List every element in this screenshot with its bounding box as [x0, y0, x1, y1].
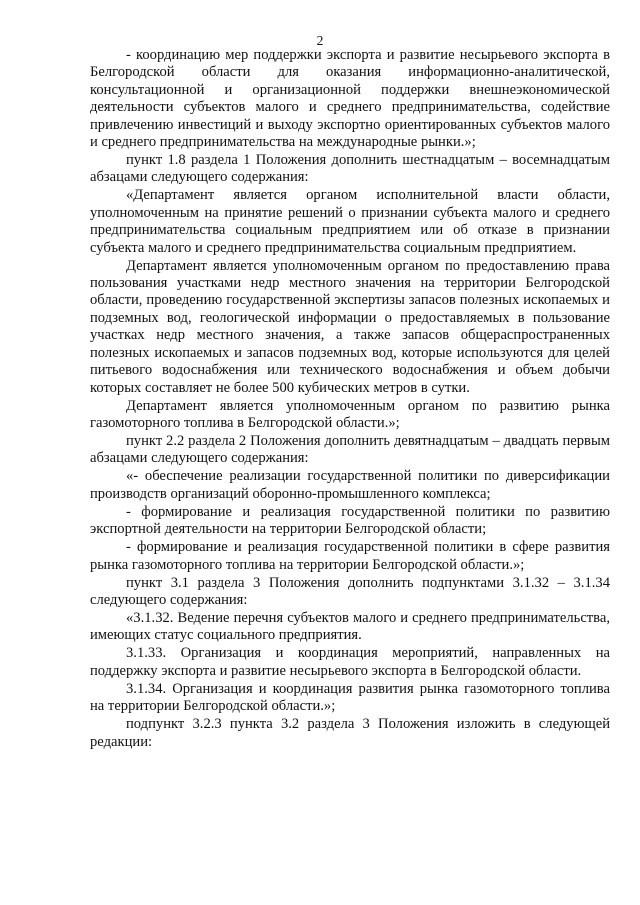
- paragraph: 3.1.33. Организация и координация мероприятий, направленных на поддержку экспорта и развитие несырьевого экспорта в Белгородской области.: [90, 645, 610, 679]
- page-number: 2: [316, 33, 324, 48]
- paragraph: пункт 1.8 раздела 1 Положения дополнить шестнадцатым – восемнадцатым абзацами следующего содержания:: [90, 152, 610, 186]
- paragraph: - формирование и реализация государственной политики в сфере развития рынка газомоторного топлива на территории Белгородской области.»;: [90, 539, 610, 573]
- paragraph: - формирование и реализация государственной политики по развитию экспортной деятельности на территории Белгородской области;: [90, 503, 610, 538]
- paragraph: подпункт 3.2.3 пункта 3.2 раздела 3 Положения изложить в следующей редакции:: [90, 716, 610, 750]
- paragraph: «3.1.32. Ведение перечня субъектов малого и среднего предпринимательства, имеющих статус социального предприятия.: [90, 609, 610, 644]
- paragraph: «- обеспечение реализации государственной политики по диверсификации производств организаций оборонно-промышленного комплекса;: [90, 468, 610, 502]
- paragraph: пункт 2.2 раздела 2 Положения дополнить девятнадцатым – двадцать первым абзацами следующего содержания:: [90, 432, 610, 467]
- paragraph: 3.1.34. Организация и координация развития рынка газомоторного топлива на территории Белгородской области.»;: [90, 680, 610, 715]
- paragraph: Департамент является уполномоченным органом по развитию рынка газомоторного топлива в Белгородской области.»;: [90, 397, 610, 431]
- paragraph: - координацию мер поддержки экспорта и развитие несырьевого экспорта в Белгородской области для оказания информационно-аналитической, консультационной и организационной поддержки внешнеэкономической деятельности субъектов малого и среднего предпринимательства, содействие привлечению инвестиций и выходу экспортно ориентированных субъектов малого и среднего предпринимательства на международные рынки.»;: [90, 47, 610, 151]
- paragraph: «Департамент является органом исполнительной власти области, уполномоченным на принятие решений о признании субъекта малого и среднего предпринимательства социальным предприятием или об отказе в признании субъекта малого и среднего предпринимательства социальным предприятием.: [90, 187, 610, 256]
- paragraph: Департамент является уполномоченным органом по предоставлению права пользования участками недр местного значения на территории Белгородской области, проведению государственной экспертизы запасов полезных ископаемых и подземных вод, геологической информации о предоставляемых в пользование участках недр местного значения, а также запасов общераспространенных полезных ископаемых и запасов подземных вод, которые используются для целей питьевого водоснабжения или технического водоснабжения и объем добычи которых составляет не более 500 кубических метров в сутки.: [90, 257, 610, 396]
- paragraph: пункт 3.1 раздела 3 Положения дополнить подпунктами 3.1.32 – 3.1.34 следующего содержания:: [90, 574, 610, 608]
- document-body: [90, 47, 610, 752]
